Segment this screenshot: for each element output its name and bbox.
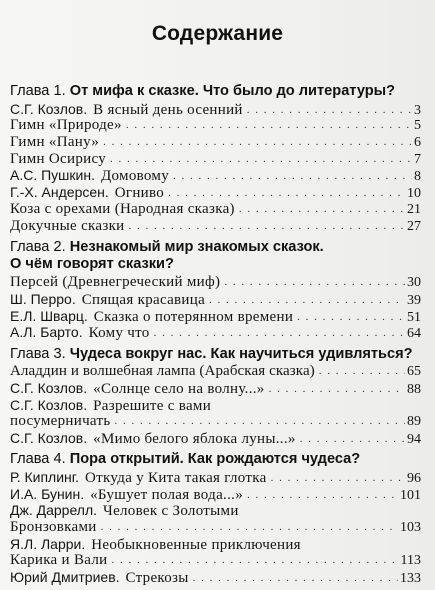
entry-work: Гимн «Пану» bbox=[10, 134, 100, 150]
entry-page: 101 bbox=[400, 487, 421, 503]
toc-entry[interactable] bbox=[10, 429, 421, 447]
toc-entry[interactable] bbox=[10, 166, 421, 184]
leader-dots bbox=[101, 518, 398, 536]
entry-author: И.А. Бунин. bbox=[10, 485, 85, 502]
entry-author: С.Г. Козлов. bbox=[10, 429, 88, 446]
entry-work: Откуда у Кита такая глотка bbox=[85, 469, 267, 486]
entry-author: Дж. Даррелл. bbox=[10, 502, 98, 519]
entry-page: 3 bbox=[414, 102, 421, 118]
entry-page: 89 bbox=[407, 414, 421, 430]
leader-dots bbox=[103, 133, 412, 151]
leader-dots bbox=[224, 273, 405, 291]
entry-work: Спящая красавица bbox=[81, 291, 206, 308]
entry-author: Г.-Х. Андерсен. bbox=[10, 184, 109, 201]
entry-work: Человек с Золотыми bbox=[103, 503, 239, 520]
entry-author: С.Г. Козлов. bbox=[10, 396, 88, 413]
chapter-number: Глава 3. bbox=[10, 345, 66, 362]
entry-page: 133 bbox=[400, 571, 421, 586]
toc-entry[interactable] bbox=[10, 273, 421, 291]
entry-page: 30 bbox=[407, 275, 421, 291]
entry-author: Я.Л. Ларри. bbox=[10, 535, 86, 552]
toc-entry[interactable] bbox=[10, 412, 421, 430]
toc-entry[interactable] bbox=[10, 217, 421, 235]
toc-entry[interactable] bbox=[10, 362, 421, 380]
entry-page: 103 bbox=[400, 519, 421, 535]
entry-page: 8 bbox=[414, 169, 421, 185]
entry-page: 7 bbox=[414, 151, 421, 167]
entry-page: 21 bbox=[407, 201, 421, 217]
entry-work: Коза с орехами (Народная сказка) bbox=[10, 200, 235, 217]
entry-author: Е.Л. Шварц. bbox=[10, 307, 88, 324]
entry-author: С.Г. Козлов. bbox=[10, 100, 88, 117]
entry-page: 94 bbox=[407, 431, 421, 447]
chapter-heading bbox=[10, 82, 419, 101]
entry-work: «Бушует полая вода...» bbox=[90, 486, 243, 503]
toc-entry-first-line[interactable] bbox=[10, 535, 301, 553]
chapter-heading bbox=[10, 238, 419, 257]
leader-dots bbox=[114, 412, 405, 430]
entry-work: «Мимо белого яблока луны...» bbox=[93, 430, 296, 447]
toc-entry[interactable] bbox=[10, 568, 421, 586]
entry-page: 65 bbox=[407, 364, 421, 380]
page-title: Содержание bbox=[151, 22, 284, 45]
leader-dots bbox=[269, 380, 405, 398]
chapter-title: Пора открытий. Как рождаются чудеса? bbox=[69, 451, 361, 468]
entry-author: Юрий Дмитриев. bbox=[10, 569, 120, 585]
toc-entry[interactable] bbox=[10, 183, 421, 201]
entry-page: 51 bbox=[407, 309, 421, 325]
entry-work: Кому что bbox=[88, 325, 150, 342]
leader-dots bbox=[126, 116, 412, 134]
leader-dots bbox=[128, 217, 405, 235]
entry-work: «Солнце село на волну...» bbox=[93, 380, 265, 397]
toc-entry[interactable] bbox=[10, 116, 421, 134]
entry-work: Сказка о потерянном времени bbox=[93, 308, 294, 325]
entry-author: Р. Киплинг. bbox=[10, 468, 80, 485]
toc-entry[interactable] bbox=[10, 100, 421, 118]
entry-work: Стрекозы bbox=[125, 570, 189, 586]
chapter-number: Глава 2. bbox=[10, 238, 66, 255]
toc-entry[interactable] bbox=[10, 323, 421, 341]
chapter-heading bbox=[10, 450, 419, 469]
chapter-title: От мифа к сказке. Что было до литературы? bbox=[69, 83, 396, 99]
toc-entry[interactable] bbox=[10, 551, 421, 569]
entry-page: 64 bbox=[407, 326, 421, 342]
toc-entry[interactable] bbox=[10, 200, 421, 218]
toc-entry-first-line[interactable] bbox=[10, 396, 211, 414]
leader-dots bbox=[239, 200, 405, 218]
entry-work-continued: Карика и Вали bbox=[10, 552, 108, 569]
entry-work: Необыкновенные приключения bbox=[91, 536, 301, 553]
entry-page: 6 bbox=[414, 135, 421, 150]
toc-entry[interactable] bbox=[10, 468, 421, 486]
entry-work: Аладдин и волшебная лампа (Арабская сказка) bbox=[10, 363, 315, 380]
leader-dots bbox=[111, 551, 398, 569]
leader-dots bbox=[300, 430, 405, 448]
toc-entry[interactable] bbox=[10, 150, 421, 168]
entry-work-continued: Бронзовками bbox=[10, 518, 97, 535]
entry-work: Гимн Осирису bbox=[10, 150, 107, 167]
entry-author: С.Г. Козлов. bbox=[10, 379, 88, 396]
chapter-title: О чём говорят сказки? bbox=[10, 256, 174, 273]
leader-dots bbox=[110, 150, 412, 168]
chapter-number: Глава 4. bbox=[10, 451, 66, 468]
toc-entry[interactable] bbox=[10, 290, 421, 308]
toc-entry[interactable] bbox=[10, 133, 421, 151]
entry-author: Ш. Перро. bbox=[10, 290, 76, 307]
entry-work: Разрешите с вами bbox=[93, 397, 212, 414]
toc-entry[interactable] bbox=[10, 379, 421, 397]
entry-work: Огниво bbox=[114, 185, 165, 202]
entry-work: В ясный день осенний bbox=[93, 101, 243, 118]
leader-dots bbox=[154, 324, 405, 342]
entry-page: 10 bbox=[407, 186, 421, 202]
entry-page: 113 bbox=[400, 553, 421, 569]
leader-dots bbox=[193, 569, 398, 587]
leader-dots bbox=[319, 362, 405, 380]
entry-work-continued: посумерничать bbox=[10, 413, 111, 430]
toc-entry[interactable] bbox=[10, 485, 421, 503]
toc-entry[interactable] bbox=[10, 518, 421, 536]
entry-page: 88 bbox=[407, 381, 421, 397]
entry-work: Гимн «Природе» bbox=[10, 117, 122, 134]
entry-author: А.Л. Барто. bbox=[10, 324, 83, 341]
chapter-heading-continued bbox=[10, 255, 419, 274]
toc-entry-first-line[interactable] bbox=[10, 501, 239, 519]
entry-page: 27 bbox=[407, 218, 421, 234]
entry-page: 39 bbox=[407, 292, 421, 308]
entry-work: Докучные сказки bbox=[10, 217, 125, 234]
entry-author: А.С. Пушкин. bbox=[10, 167, 95, 184]
toc-entry[interactable] bbox=[10, 307, 421, 325]
chapter-title: Незнакомый мир знакомых сказок. bbox=[69, 238, 324, 255]
entry-page: 5 bbox=[414, 118, 421, 134]
entry-page: 96 bbox=[407, 470, 421, 486]
chapter-heading bbox=[10, 345, 419, 364]
chapter-number: Глава 1. bbox=[10, 83, 66, 99]
chapter-title: Чудеса вокруг нас. Как научиться удивляться? bbox=[69, 345, 413, 362]
entry-work: Персей (Древнегреческий миф) bbox=[10, 274, 221, 291]
leader-dots bbox=[247, 486, 398, 504]
entry-work: Домовому bbox=[100, 168, 170, 185]
